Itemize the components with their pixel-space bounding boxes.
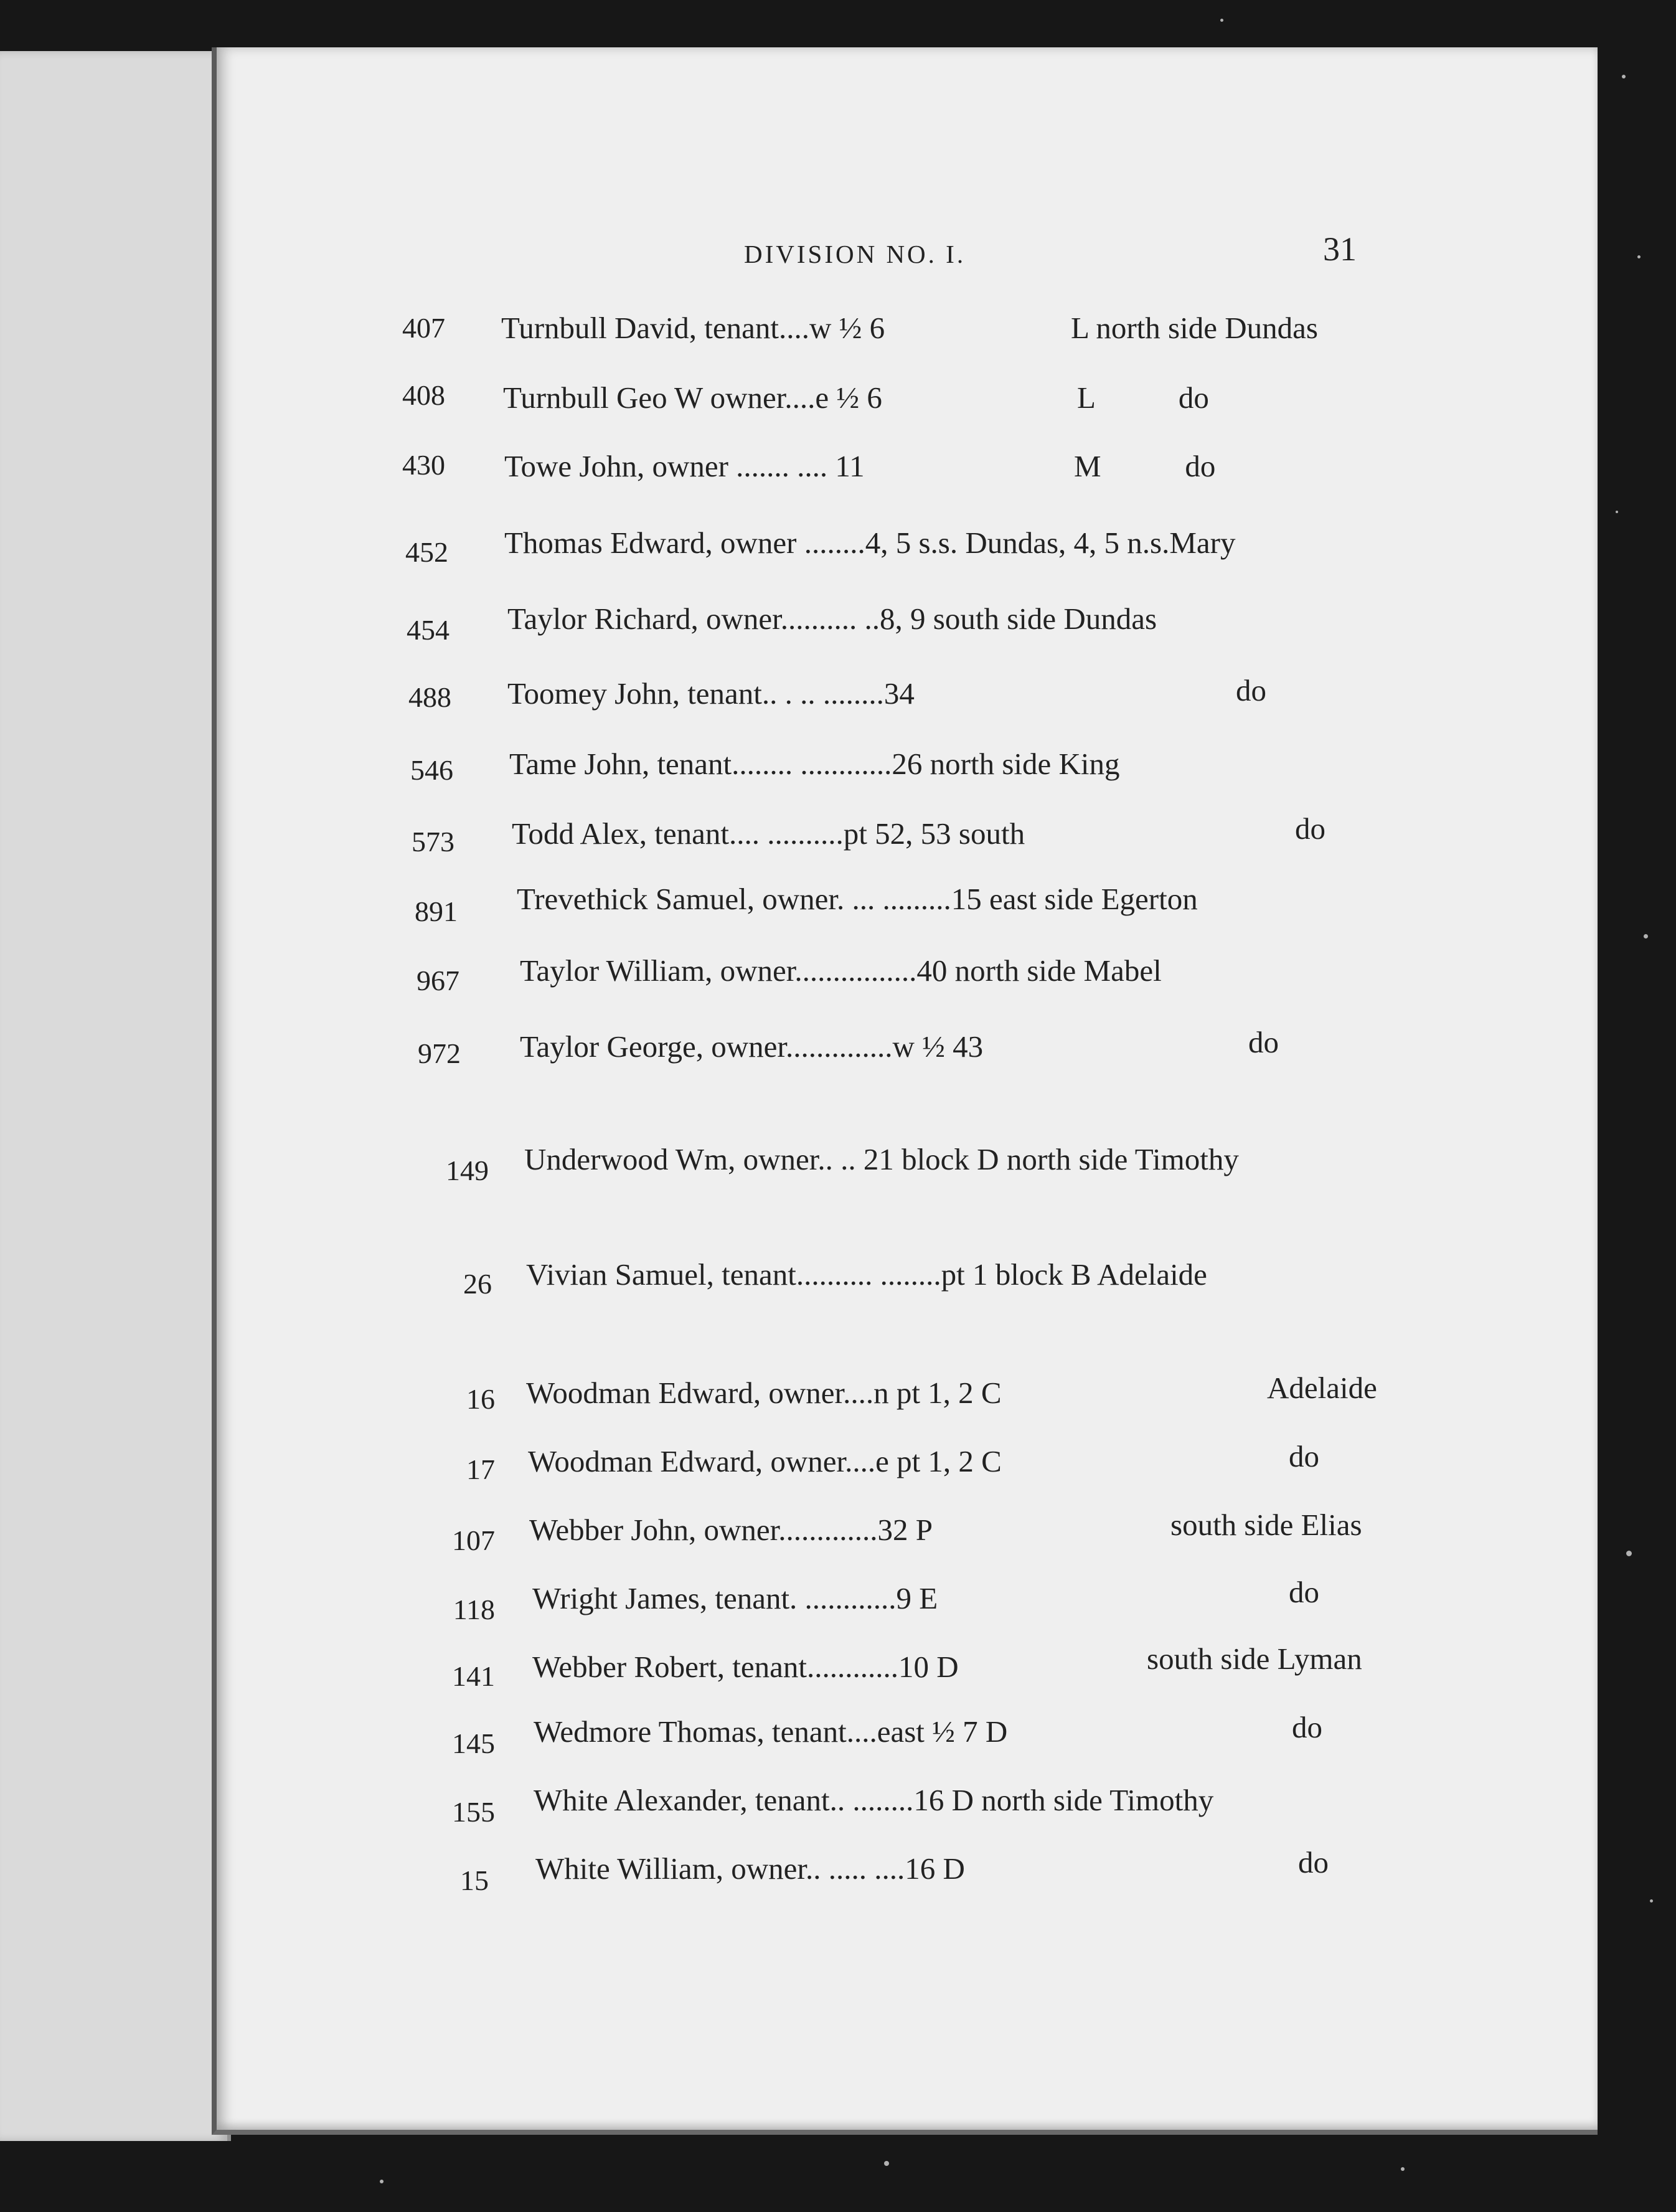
dust-speck [1626,1551,1632,1556]
entry-description: Vivian Samuel, tenant.......... ........pt 1 block B Adelaide [526,1257,1207,1292]
entry-number: 17 [466,1453,495,1485]
entry-number: 967 [417,965,459,996]
entry-number: 15 [460,1865,489,1896]
entry-number: 573 [412,826,454,858]
entry-location: L do [1077,380,1209,415]
entry-number: 454 [407,614,450,646]
entry-location: do [1289,1439,1319,1473]
entry-location: Adelaide [1267,1371,1377,1405]
entry-description: Trevethick Samuel, owner. ... .........15 east side Egerton [517,882,1198,916]
entry-number: 155 [452,1796,495,1828]
entry-description: Toomey John, tenant.. . .. ........34 [507,676,915,711]
dust-speck [1220,19,1223,22]
entry-number: 408 [402,379,445,411]
entry-number: 430 [402,449,445,481]
entry-description: Woodman Edward, owner....n pt 1, 2 C [526,1376,1002,1410]
entry-number: 118 [453,1594,495,1625]
entry-description: Todd Alex, tenant.... ..........pt 52, 53 south [512,816,1025,851]
entry-description: Taylor Richard, owner.......... ..8, 9 south side Dundas [507,602,1157,636]
facing-page-edge [0,51,231,2141]
entry-number: 16 [466,1383,495,1415]
dust-speck [1637,255,1641,258]
entry-location: do [1248,1025,1279,1059]
dust-speck [1650,1899,1653,1902]
entry-description: Turnbull Geo W owner....e ½ 6 [503,380,882,415]
entry-number: 26 [463,1268,492,1300]
entry-location: south side Lyman [1147,1642,1362,1676]
dust-speck [884,2161,889,2166]
dust-speck [380,2180,384,2183]
entry-location: L north side Dundas [1071,311,1318,345]
page-number: 31 [1323,230,1357,268]
entry-description: White Alexander, tenant.. ........16 D north side Timothy [534,1783,1214,1817]
entry-description: Webber Robert, tenant............10 D [532,1650,959,1684]
entry-number: 149 [446,1155,489,1186]
entry-number: 488 [408,681,451,713]
entry-description: Tame John, tenant........ ............26 north side King [509,747,1120,781]
entry-number: 972 [418,1037,461,1069]
entry-number: 107 [452,1524,495,1556]
dust-speck [1644,934,1648,938]
entry-location: do [1298,1845,1329,1879]
entry-description: White William, owner.. ..... ....16 D [535,1851,965,1886]
entry-location: do [1289,1575,1319,1609]
entry-description: Taylor George, owner..............w ½ 43 [520,1029,984,1064]
entry-description: Turnbull David, tenant....w ½ 6 [501,311,885,345]
entry-location: do [1292,1710,1322,1744]
entry-number: 452 [405,536,448,568]
entry-description: Taylor William, owner................40 north side Mabel [520,953,1162,988]
entry-location: south side Elias [1170,1508,1362,1542]
entry-description: Webber John, owner.............32 P [529,1513,933,1547]
dust-speck [1622,75,1626,78]
entry-location: do [1295,811,1325,846]
entry-description: Woodman Edward, owner....e pt 1, 2 C [528,1444,1002,1478]
entry-description: Wedmore Thomas, tenant....east ½ 7 D [534,1714,1008,1749]
entry-number: 546 [410,754,453,786]
entry-description: Underwood Wm, owner.. .. 21 block D north side Timothy [524,1142,1239,1176]
entry-location: do [1236,673,1266,707]
entry-description: Wright James, tenant. ............9 E [532,1581,938,1615]
entry-number: 407 [402,312,445,344]
dust-speck [1616,511,1618,513]
entry-number: 145 [452,1728,495,1759]
dust-speck [1401,2167,1405,2171]
entry-location: M do [1074,449,1216,483]
entry-number: 141 [452,1660,495,1692]
entry-description: Thomas Edward, owner ........4, 5 s.s. Dundas, 4, 5 n.s.Mary [504,526,1236,560]
entry-description: Towe John, owner ....... .... 11 [504,449,865,483]
entry-number: 891 [415,896,458,927]
running-head: DIVISION NO. I. [744,240,966,268]
